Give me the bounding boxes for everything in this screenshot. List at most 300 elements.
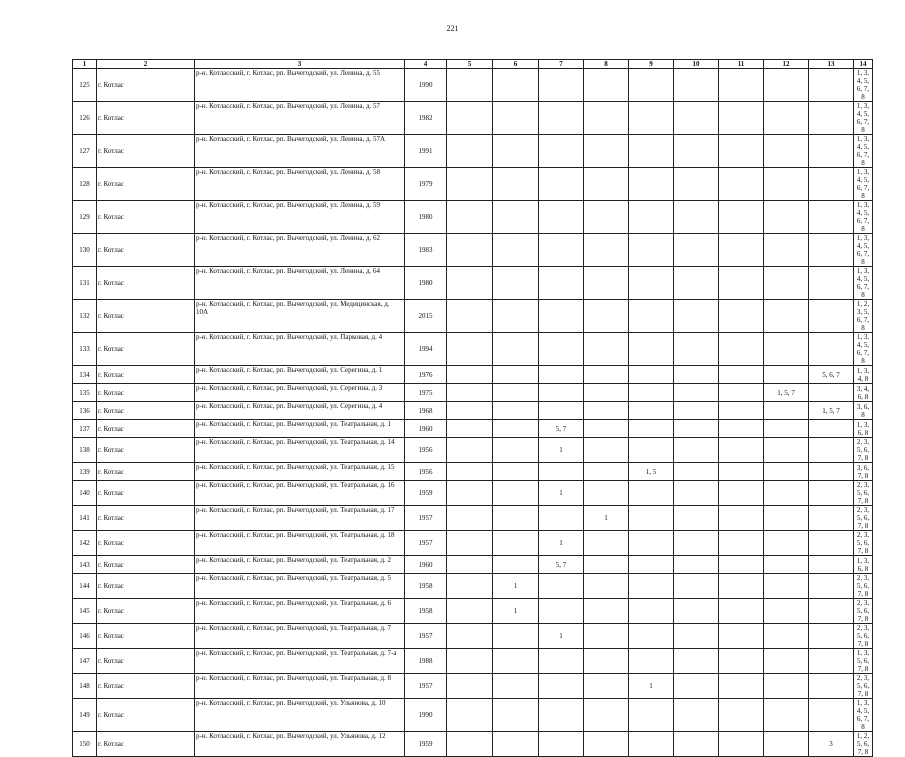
column-header: 14	[854, 60, 873, 69]
locality-cell: г. Котлас	[97, 649, 195, 674]
col-8-cell	[584, 102, 629, 135]
col-5-cell	[447, 402, 493, 420]
col-14-cell: 1, 3, 4, 5, 6, 7, 8	[854, 135, 873, 168]
col-7-cell	[539, 201, 584, 234]
housing-table	[72, 59, 873, 757]
row-number-cell: 130	[73, 234, 97, 267]
col-6-cell	[493, 366, 539, 384]
col-7-cell: 1	[539, 531, 584, 556]
col-9-cell	[629, 556, 674, 574]
col-7-cell	[539, 234, 584, 267]
address-cell: р-н. Котласский, г. Котлас, рп. Вычегодский, ул. Театральная, д. 1	[195, 420, 405, 438]
column-header: 12	[764, 60, 809, 69]
table-row	[73, 234, 873, 267]
col-5-cell	[447, 699, 493, 732]
col-9-cell	[629, 438, 674, 463]
col-6-cell	[493, 506, 539, 531]
table-header-row	[73, 60, 873, 69]
col-7-cell	[539, 649, 584, 674]
col-13-cell	[809, 624, 854, 649]
column-header: 6	[493, 60, 539, 69]
col-14-cell: 1, 3, 4, 5, 6, 7, 8	[854, 699, 873, 732]
col-11-cell	[719, 201, 764, 234]
col-11-cell	[719, 556, 764, 574]
col-6-cell	[493, 438, 539, 463]
col-11-cell	[719, 624, 764, 649]
col-6-cell	[493, 649, 539, 674]
col-13-cell	[809, 699, 854, 732]
col-5-cell	[447, 506, 493, 531]
locality-cell: г. Котлас	[97, 333, 195, 366]
col-12-cell	[764, 102, 809, 135]
col-13-cell	[809, 599, 854, 624]
table-row	[73, 69, 873, 102]
col-12-cell	[764, 366, 809, 384]
col-7-cell: 5, 7	[539, 556, 584, 574]
col-10-cell	[674, 69, 719, 102]
table-row	[73, 674, 873, 699]
row-number-cell: 148	[73, 674, 97, 699]
col-12-cell	[764, 556, 809, 574]
column-header: 11	[719, 60, 764, 69]
col-7-cell	[539, 574, 584, 599]
col-14-cell: 1, 3, 4, 5, 6, 7, 8	[854, 234, 873, 267]
col-6-cell	[493, 699, 539, 732]
table-row	[73, 300, 873, 333]
col-12-cell	[764, 402, 809, 420]
address-cell: р-н. Котласский, г. Котлас, рп. Вычегодский, ул. Театральная, д. 17	[195, 506, 405, 531]
col-5-cell	[447, 732, 493, 757]
table-row	[73, 267, 873, 300]
col-5-cell	[447, 438, 493, 463]
col-13-cell	[809, 168, 854, 201]
col-14-cell: 2, 3, 5, 6, 7, 8	[854, 531, 873, 556]
col-10-cell	[674, 463, 719, 481]
col-7-cell	[539, 333, 584, 366]
col-13-cell	[809, 674, 854, 699]
col-8-cell	[584, 135, 629, 168]
col-10-cell	[674, 599, 719, 624]
col-8-cell	[584, 168, 629, 201]
col-13-cell	[809, 69, 854, 102]
col-6-cell	[493, 267, 539, 300]
table-row	[73, 366, 873, 384]
table-row	[73, 599, 873, 624]
locality-cell: г. Котлас	[97, 402, 195, 420]
table-row	[73, 699, 873, 732]
address-cell: р-н. Котласский, г. Котлас, рп. Вычегодский, ул. Ленина, д. 55	[195, 69, 405, 102]
table-row	[73, 168, 873, 201]
col-10-cell	[674, 402, 719, 420]
locality-cell: г. Котлас	[97, 556, 195, 574]
build-year-cell: 1990	[405, 69, 447, 102]
table-row	[73, 102, 873, 135]
build-year-cell: 1957	[405, 531, 447, 556]
row-number-cell: 127	[73, 135, 97, 168]
col-7-cell	[539, 300, 584, 333]
col-10-cell	[674, 649, 719, 674]
col-12-cell	[764, 168, 809, 201]
table-row	[73, 420, 873, 438]
col-11-cell	[719, 674, 764, 699]
col-12-cell	[764, 69, 809, 102]
col-8-cell	[584, 384, 629, 402]
col-9-cell: 1, 5	[629, 463, 674, 481]
col-14-cell: 1, 3, 6, 8	[854, 556, 873, 574]
col-13-cell	[809, 556, 854, 574]
table-row	[73, 201, 873, 234]
table-row	[73, 481, 873, 506]
col-8-cell	[584, 674, 629, 699]
address-cell: р-н. Котласский, г. Котлас, рп. Вычегодский, ул. Ульянова, д. 12	[195, 732, 405, 757]
locality-cell: г. Котлас	[97, 102, 195, 135]
build-year-cell: 1960	[405, 556, 447, 574]
col-11-cell	[719, 531, 764, 556]
col-12-cell	[764, 135, 809, 168]
col-7-cell: 1	[539, 624, 584, 649]
col-5-cell	[447, 481, 493, 506]
build-year-cell: 1979	[405, 168, 447, 201]
col-5-cell	[447, 333, 493, 366]
col-9-cell: 1	[629, 674, 674, 699]
table-row	[73, 732, 873, 757]
col-8-cell	[584, 624, 629, 649]
col-9-cell	[629, 267, 674, 300]
build-year-cell: 1990	[405, 699, 447, 732]
col-12-cell	[764, 333, 809, 366]
build-year-cell: 1980	[405, 267, 447, 300]
row-number-cell: 126	[73, 102, 97, 135]
col-8-cell	[584, 438, 629, 463]
address-cell: р-н. Котласский, г. Котлас, рп. Вычегодский, ул. Театральная, д. 7-а	[195, 649, 405, 674]
page-number: 221	[446, 24, 459, 33]
col-9-cell	[629, 201, 674, 234]
column-header: 1	[73, 60, 97, 69]
col-14-cell: 1, 3, 4, 5, 6, 7, 8	[854, 333, 873, 366]
col-10-cell	[674, 481, 719, 506]
row-number-cell: 133	[73, 333, 97, 366]
col-11-cell	[719, 481, 764, 506]
col-11-cell	[719, 574, 764, 599]
col-12-cell	[764, 699, 809, 732]
locality-cell: г. Котлас	[97, 732, 195, 757]
locality-cell: г. Котлас	[97, 69, 195, 102]
col-7-cell	[539, 463, 584, 481]
col-6-cell	[493, 556, 539, 574]
col-11-cell	[719, 438, 764, 463]
col-14-cell: 3, 6, 7, 8	[854, 463, 873, 481]
col-9-cell	[629, 402, 674, 420]
build-year-cell: 1988	[405, 649, 447, 674]
locality-cell: г. Котлас	[97, 201, 195, 234]
col-6-cell	[493, 168, 539, 201]
locality-cell: г. Котлас	[97, 463, 195, 481]
row-number-cell: 142	[73, 531, 97, 556]
col-9-cell	[629, 333, 674, 366]
col-5-cell	[447, 135, 493, 168]
col-11-cell	[719, 234, 764, 267]
address-cell: р-н. Котласский, г. Котлас, рп. Вычегодский, ул. Серегина, д. 4	[195, 402, 405, 420]
col-10-cell	[674, 531, 719, 556]
col-14-cell: 2, 3, 5, 6, 7, 8	[854, 506, 873, 531]
col-5-cell	[447, 531, 493, 556]
col-10-cell	[674, 267, 719, 300]
column-header: 7	[539, 60, 584, 69]
col-9-cell	[629, 649, 674, 674]
col-7-cell	[539, 69, 584, 102]
col-6-cell	[493, 531, 539, 556]
column-header: 3	[195, 60, 405, 69]
col-6-cell	[493, 481, 539, 506]
address-cell: р-н. Котласский, г. Котлас, рп. Вычегодский, ул. Парковая, д. 4	[195, 333, 405, 366]
locality-cell: г. Котлас	[97, 531, 195, 556]
table-row	[73, 506, 873, 531]
locality-cell: г. Котлас	[97, 300, 195, 333]
col-7-cell	[539, 674, 584, 699]
col-5-cell	[447, 366, 493, 384]
col-10-cell	[674, 201, 719, 234]
col-11-cell	[719, 267, 764, 300]
build-year-cell: 1958	[405, 574, 447, 599]
col-12-cell: 1, 5, 7	[764, 384, 809, 402]
col-8-cell	[584, 234, 629, 267]
row-number-cell: 136	[73, 402, 97, 420]
col-13-cell	[809, 333, 854, 366]
column-header: 10	[674, 60, 719, 69]
col-8-cell	[584, 481, 629, 506]
col-10-cell	[674, 300, 719, 333]
row-number-cell: 143	[73, 556, 97, 574]
col-7-cell	[539, 384, 584, 402]
col-5-cell	[447, 624, 493, 649]
address-cell: р-н. Котласский, г. Котлас, рп. Вычегодский, ул. Театральная, д. 14	[195, 438, 405, 463]
col-9-cell	[629, 69, 674, 102]
col-11-cell	[719, 366, 764, 384]
col-10-cell	[674, 234, 719, 267]
build-year-cell: 2015	[405, 300, 447, 333]
col-8-cell: 1	[584, 506, 629, 531]
address-cell: р-н. Котласский, г. Котлас, рп. Вычегодский, ул. Медицинская, д. 10А	[195, 300, 405, 333]
col-7-cell	[539, 732, 584, 757]
col-9-cell	[629, 135, 674, 168]
row-number-cell: 132	[73, 300, 97, 333]
col-7-cell	[539, 506, 584, 531]
table-row	[73, 463, 873, 481]
col-10-cell	[674, 674, 719, 699]
table-row	[73, 402, 873, 420]
build-year-cell: 1976	[405, 366, 447, 384]
col-5-cell	[447, 599, 493, 624]
col-12-cell	[764, 234, 809, 267]
col-10-cell	[674, 333, 719, 366]
col-11-cell	[719, 649, 764, 674]
locality-cell: г. Котлас	[97, 438, 195, 463]
col-5-cell	[447, 463, 493, 481]
col-6-cell: 1	[493, 599, 539, 624]
col-10-cell	[674, 506, 719, 531]
locality-cell: г. Котлас	[97, 574, 195, 599]
col-14-cell: 2, 3, 5, 6, 7, 8	[854, 481, 873, 506]
col-7-cell	[539, 699, 584, 732]
locality-cell: г. Котлас	[97, 599, 195, 624]
row-number-cell: 140	[73, 481, 97, 506]
col-14-cell: 2, 3, 5, 6, 7, 8	[854, 574, 873, 599]
col-11-cell	[719, 168, 764, 201]
col-12-cell	[764, 649, 809, 674]
column-header: 13	[809, 60, 854, 69]
col-9-cell	[629, 234, 674, 267]
col-9-cell	[629, 366, 674, 384]
table-row	[73, 649, 873, 674]
col-6-cell: 1	[493, 574, 539, 599]
col-9-cell	[629, 481, 674, 506]
col-13-cell	[809, 481, 854, 506]
row-number-cell: 129	[73, 201, 97, 234]
address-cell: р-н. Котласский, г. Котлас, рп. Вычегодский, ул. Ленина, д. 59	[195, 201, 405, 234]
col-8-cell	[584, 267, 629, 300]
col-14-cell: 1, 3, 4, 5, 6, 7, 8	[854, 201, 873, 234]
table-row	[73, 438, 873, 463]
col-6-cell	[493, 624, 539, 649]
col-5-cell	[447, 267, 493, 300]
col-8-cell	[584, 420, 629, 438]
col-7-cell: 1	[539, 481, 584, 506]
col-10-cell	[674, 366, 719, 384]
locality-cell: г. Котлас	[97, 699, 195, 732]
col-12-cell	[764, 574, 809, 599]
locality-cell: г. Котлас	[97, 135, 195, 168]
row-number-cell: 135	[73, 384, 97, 402]
col-5-cell	[447, 168, 493, 201]
col-8-cell	[584, 732, 629, 757]
build-year-cell: 1983	[405, 234, 447, 267]
col-12-cell	[764, 300, 809, 333]
col-5-cell	[447, 574, 493, 599]
row-number-cell: 134	[73, 366, 97, 384]
table-row	[73, 574, 873, 599]
col-10-cell	[674, 574, 719, 599]
col-13-cell: 3	[809, 732, 854, 757]
address-cell: р-н. Котласский, г. Котлас, рп. Вычегодский, ул. Театральная, д. 8	[195, 674, 405, 699]
col-14-cell: 3, 4, 6, 8	[854, 384, 873, 402]
col-13-cell	[809, 300, 854, 333]
col-5-cell	[447, 649, 493, 674]
col-11-cell	[719, 699, 764, 732]
col-9-cell	[629, 699, 674, 732]
col-6-cell	[493, 135, 539, 168]
col-12-cell	[764, 438, 809, 463]
row-number-cell: 150	[73, 732, 97, 757]
address-cell: р-н. Котласский, г. Котлас, рп. Вычегодский, ул. Ленина, д. 58	[195, 168, 405, 201]
locality-cell: г. Котлас	[97, 481, 195, 506]
col-10-cell	[674, 732, 719, 757]
col-12-cell	[764, 506, 809, 531]
col-11-cell	[719, 402, 764, 420]
col-11-cell	[719, 102, 764, 135]
col-10-cell	[674, 420, 719, 438]
col-8-cell	[584, 599, 629, 624]
row-number-cell: 147	[73, 649, 97, 674]
col-14-cell: 1, 3, 4, 5, 6, 7, 8	[854, 102, 873, 135]
col-7-cell	[539, 168, 584, 201]
locality-cell: г. Котлас	[97, 366, 195, 384]
row-number-cell: 146	[73, 624, 97, 649]
col-5-cell	[447, 420, 493, 438]
col-6-cell	[493, 102, 539, 135]
address-cell: р-н. Котласский, г. Котлас, рп. Вычегодский, ул. Театральная, д. 5	[195, 574, 405, 599]
col-6-cell	[493, 732, 539, 757]
col-11-cell	[719, 463, 764, 481]
locality-cell: г. Котлас	[97, 420, 195, 438]
locality-cell: г. Котлас	[97, 674, 195, 699]
col-13-cell: 5, 6, 7	[809, 366, 854, 384]
col-7-cell	[539, 102, 584, 135]
col-8-cell	[584, 699, 629, 732]
col-13-cell	[809, 531, 854, 556]
col-8-cell	[584, 649, 629, 674]
col-7-cell	[539, 366, 584, 384]
row-number-cell: 128	[73, 168, 97, 201]
col-5-cell	[447, 556, 493, 574]
table-row	[73, 531, 873, 556]
col-7-cell	[539, 599, 584, 624]
col-6-cell	[493, 384, 539, 402]
col-11-cell	[719, 69, 764, 102]
column-header: 5	[447, 60, 493, 69]
col-12-cell	[764, 481, 809, 506]
col-14-cell: 1, 3, 6, 8	[854, 420, 873, 438]
col-12-cell	[764, 420, 809, 438]
row-number-cell: 131	[73, 267, 97, 300]
col-11-cell	[719, 300, 764, 333]
col-13-cell	[809, 574, 854, 599]
col-13-cell	[809, 102, 854, 135]
col-6-cell	[493, 333, 539, 366]
col-11-cell	[719, 732, 764, 757]
col-13-cell	[809, 649, 854, 674]
col-9-cell	[629, 574, 674, 599]
table-row	[73, 624, 873, 649]
col-12-cell	[764, 624, 809, 649]
col-5-cell	[447, 384, 493, 402]
build-year-cell: 1991	[405, 135, 447, 168]
col-12-cell	[764, 732, 809, 757]
col-6-cell	[493, 420, 539, 438]
build-year-cell: 1956	[405, 438, 447, 463]
build-year-cell: 1956	[405, 463, 447, 481]
col-5-cell	[447, 234, 493, 267]
col-10-cell	[674, 624, 719, 649]
col-6-cell	[493, 463, 539, 481]
build-year-cell: 1957	[405, 624, 447, 649]
col-7-cell	[539, 267, 584, 300]
col-10-cell	[674, 556, 719, 574]
col-10-cell	[674, 102, 719, 135]
table-row	[73, 333, 873, 366]
build-year-cell: 1980	[405, 201, 447, 234]
col-12-cell	[764, 531, 809, 556]
col-11-cell	[719, 333, 764, 366]
col-9-cell	[629, 300, 674, 333]
column-header: 9	[629, 60, 674, 69]
col-8-cell	[584, 574, 629, 599]
col-9-cell	[629, 624, 674, 649]
col-13-cell	[809, 438, 854, 463]
col-13-cell	[809, 506, 854, 531]
address-cell: р-н. Котласский, г. Котлас, рп. Вычегодский, ул. Театральная, д. 16	[195, 481, 405, 506]
col-7-cell: 1	[539, 438, 584, 463]
col-10-cell	[674, 438, 719, 463]
